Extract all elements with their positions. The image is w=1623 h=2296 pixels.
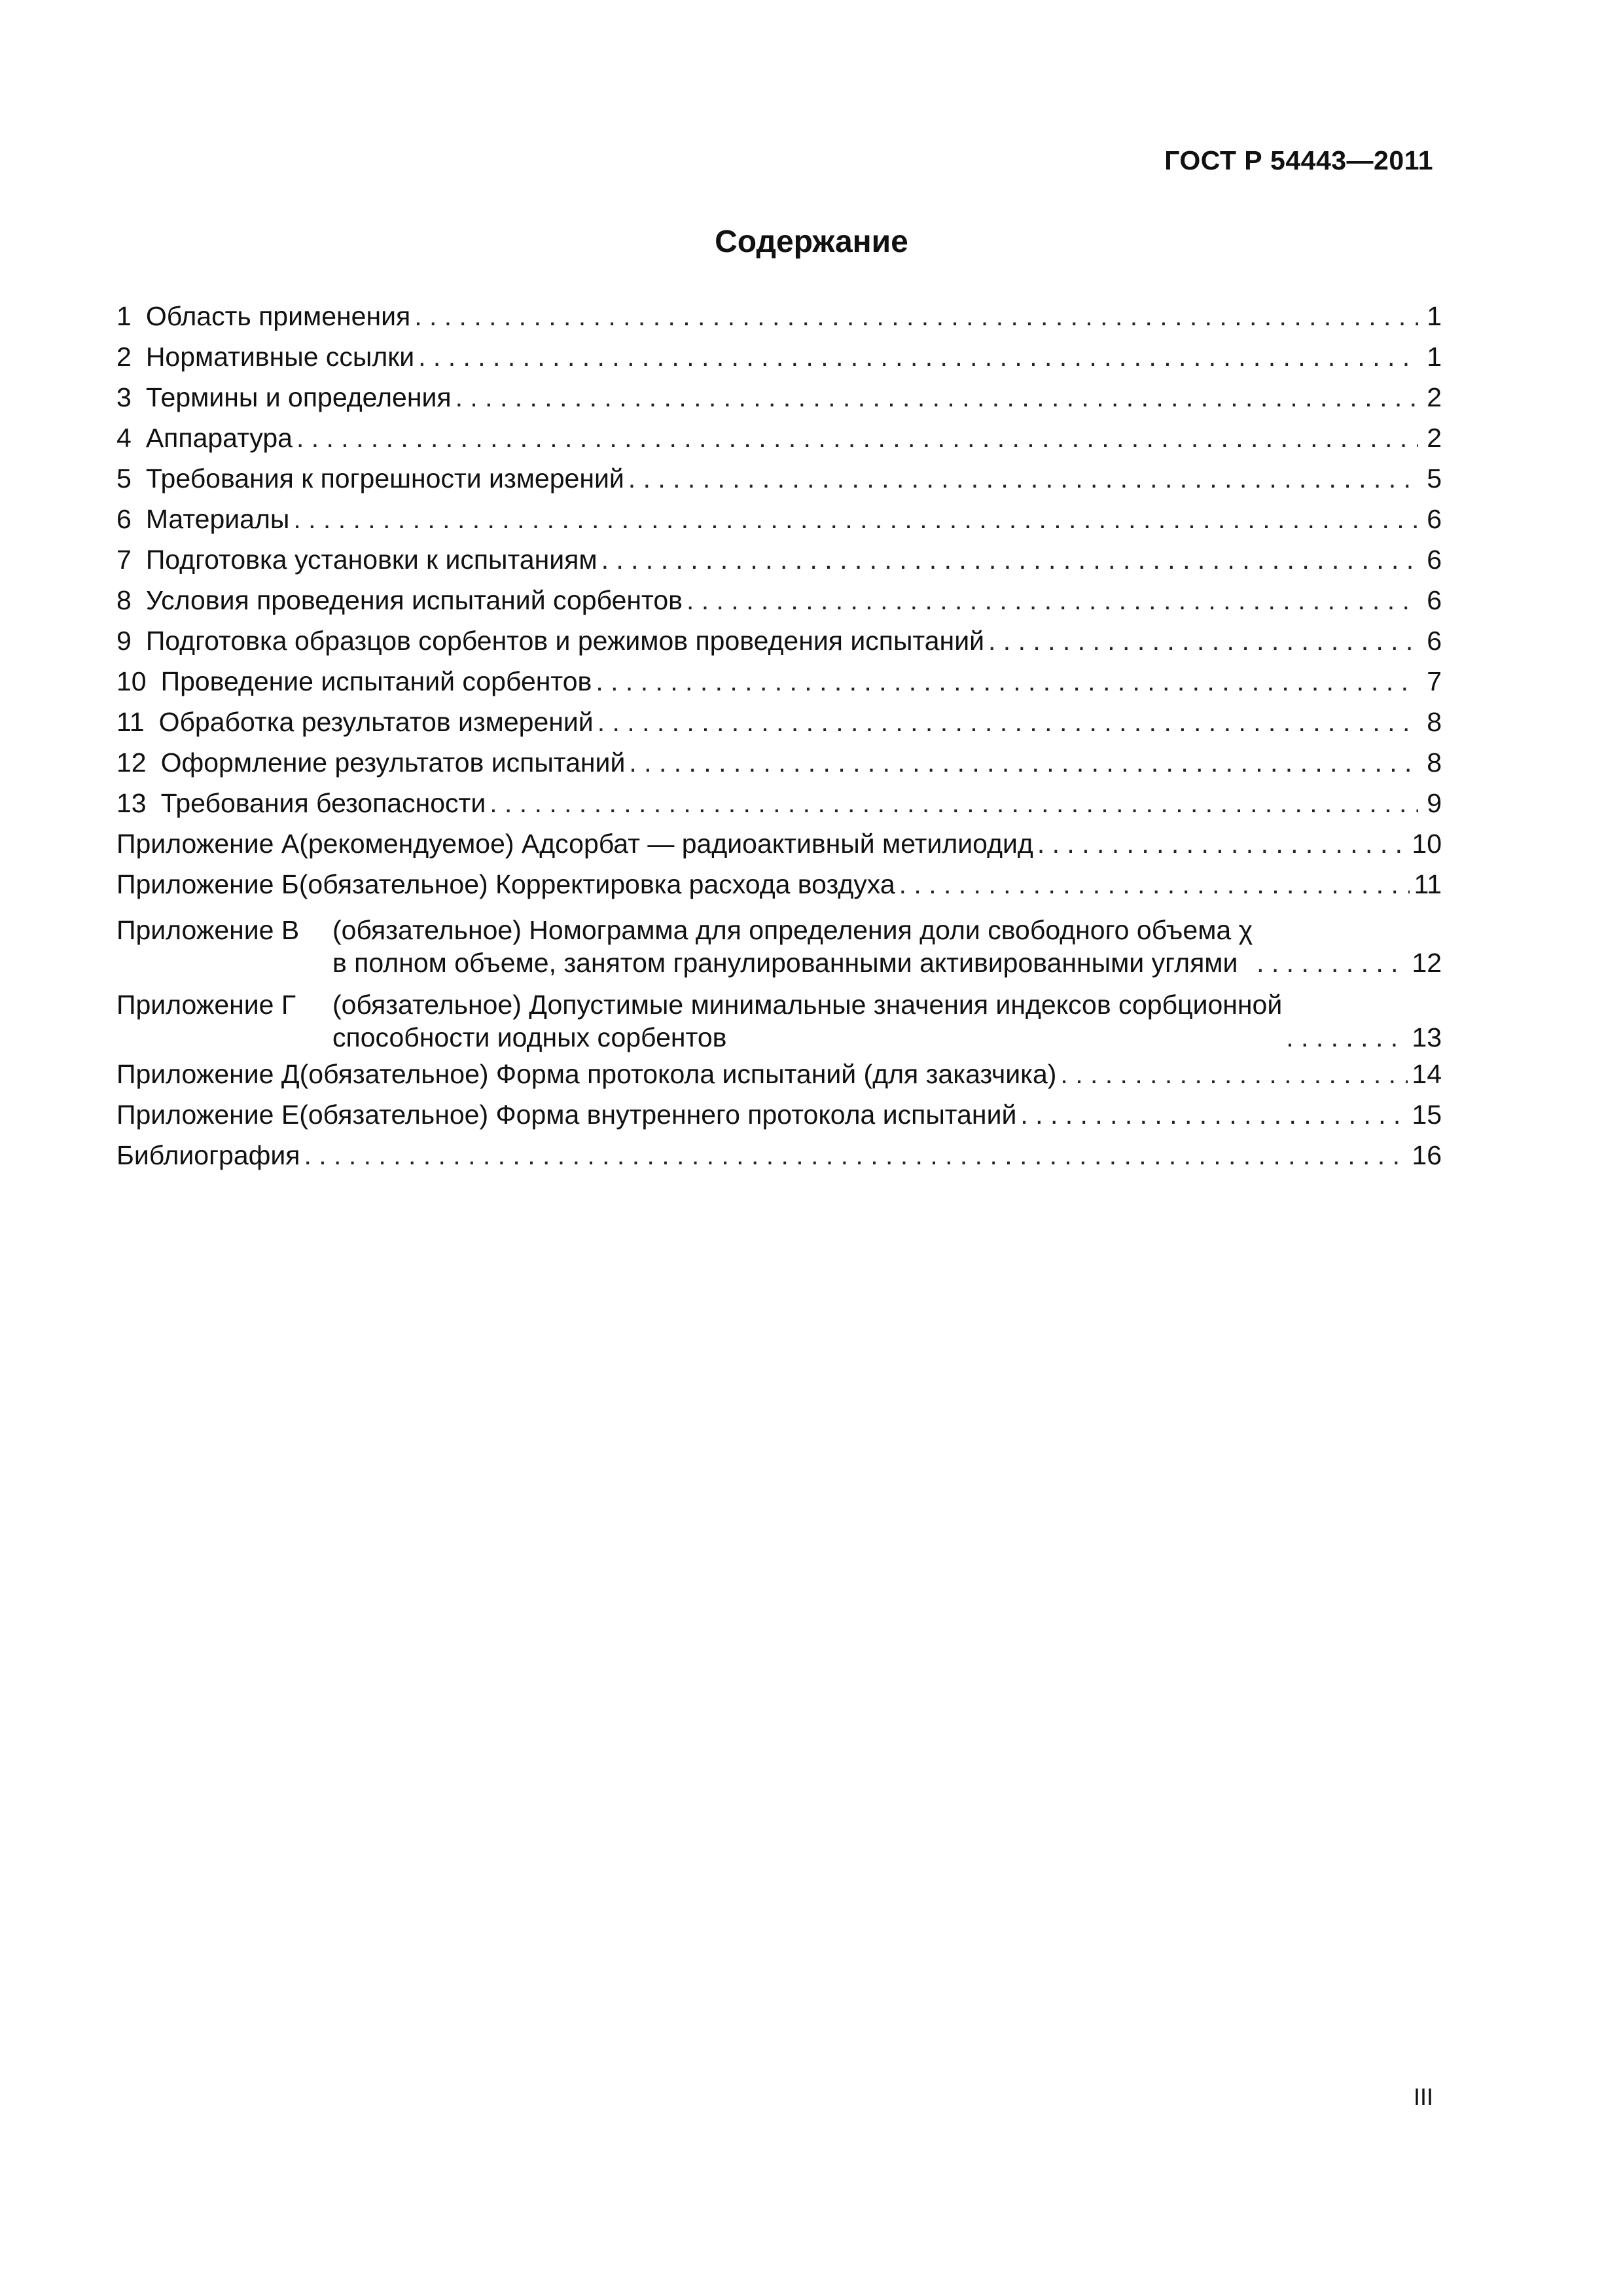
toc-entry-text: Нормативные ссылки [145,342,415,372]
appendix-page: 15 [1412,1100,1442,1130]
appendix-text-block [116,914,1253,979]
toc-appendix-d[interactable] [116,1054,1442,1094]
appendix-text: (обязательное) Номограмма для определения доли свободного объема χ [332,915,1253,945]
appendix-page: 11 [1414,869,1442,899]
dot-leader [296,418,1418,458]
toc-entry-page: 1 [1427,342,1442,372]
toc-entry-number: 1 [116,301,132,331]
toc-entry-1[interactable] [116,296,1442,336]
appendix-page: 10 [1412,829,1442,859]
toc-entry-4[interactable] [116,418,1442,458]
dot-leader [988,620,1418,661]
toc-entry-page: 1 [1427,301,1442,331]
appendix-page: 14 [1412,1059,1442,1089]
dot-leader [899,864,1410,905]
appendix-text-continuation: способности иодных сорбентов [332,1022,727,1052]
toc-entry-11[interactable] [116,702,1442,742]
toc-entry-number: 11 [116,707,145,737]
dot-leader [629,742,1418,783]
dot-leader [293,499,1418,539]
toc-entry-number: 3 [116,382,132,412]
page-number-footer: III [1413,2083,1433,2110]
toc-entry-page: 6 [1427,585,1442,615]
appendix-label: Приложение В [116,915,300,945]
toc-entry-text: Требования безопасности [160,788,486,818]
toc-entry-3[interactable] [116,377,1442,418]
toc-entry-2[interactable] [116,336,1442,377]
toc-entry-5[interactable] [116,458,1442,499]
dot-leader [490,783,1418,823]
toc-entry-text: Проведение испытаний сорбентов [160,666,592,696]
toc-entry-text: Подготовка образцов сорбентов и режимов проведения испытаний [145,626,985,656]
toc-appendix-b[interactable] [116,864,1442,905]
standard-code-header: ГОСТ Р 54443—2011 [1164,145,1433,175]
appendix-label: Приложение Б [116,869,299,899]
dot-leader [1257,946,1408,979]
appendix-label: Приложение А [116,829,300,859]
toc-entry-text: Требования к погрешности измерений [145,463,624,493]
toc-entry-text: Термины и определения [145,382,452,412]
toc-bibliography[interactable] [116,1135,1442,1175]
appendix-text: (обязательное) Допустимые минимальные значения индексов сорбционной [332,990,1283,1020]
table-of-contents [116,296,1442,1175]
appendix-label: Приложение Г [116,990,296,1020]
appendix-text: (обязательное) Форма протокола испытаний (для заказчика) [299,1059,1057,1089]
dot-leader [601,539,1418,580]
appendix-text: (рекомендуемое) Адсорбат — радиоактивный метилиодид [299,829,1033,859]
dot-leader [1020,1094,1408,1135]
appendix-label: Приложение Д [116,1059,300,1089]
appendix-page: 12 [1412,948,1442,978]
appendix-text: (обязательное) Форма внутреннего протокола испытаний [299,1100,1017,1130]
toc-appendix-v[interactable] [116,905,1442,979]
bibliography-text: Библиография [116,1140,300,1170]
toc-entry-number: 12 [116,747,147,778]
toc-entry-text: Аппаратура [145,423,293,453]
toc-entry-13[interactable] [116,783,1442,823]
toc-entry-6[interactable] [116,499,1442,539]
toc-entry-number: 10 [116,666,147,696]
toc-entry-text: Область применения [145,301,411,331]
toc-entry-12[interactable] [116,742,1442,783]
toc-appendix-e[interactable] [116,1094,1442,1135]
toc-entry-9[interactable] [116,620,1442,661]
toc-entry-number: 8 [116,585,132,615]
toc-entry-number: 5 [116,463,132,493]
toc-entry-8[interactable] [116,580,1442,620]
toc-entry-number: 6 [116,504,132,534]
toc-entry-text: Подготовка установки к испытаниям [145,545,597,575]
toc-entry-text: Оформление результатов испытаний [160,747,626,778]
toc-title: Содержание [715,224,908,259]
dot-leader [628,458,1418,499]
toc-entry-page: 2 [1427,382,1442,412]
toc-entry-text: Условия проведения испытаний сорбентов [145,585,683,615]
dot-leader [304,1135,1408,1175]
toc-entry-page: 8 [1427,747,1442,778]
toc-entry-page: 7 [1427,666,1442,696]
dot-leader [418,336,1418,377]
dot-leader [455,377,1418,418]
toc-appendix-g[interactable] [116,979,1442,1054]
toc-entry-number: 7 [116,545,132,575]
toc-entry-10[interactable] [116,661,1442,702]
toc-entry-text: Обработка результатов измерений [158,707,594,737]
toc-entry-text: Материалы [145,504,290,534]
toc-entry-number: 9 [116,626,132,656]
toc-entry-page: 5 [1427,463,1442,493]
dot-leader [597,702,1418,742]
toc-appendix-a[interactable] [116,823,1442,864]
appendix-text-block [116,988,1282,1054]
appendix-text-continuation: в полном объеме, занятом гранулированными активированными углями [332,948,1238,978]
appendix-label: Приложение Е [116,1100,300,1130]
toc-entry-page: 2 [1427,423,1442,453]
toc-entry-number: 2 [116,342,132,372]
dot-leader [687,580,1418,620]
toc-entry-page: 8 [1427,707,1442,737]
toc-entry-page: 6 [1427,504,1442,534]
appendix-text: (обязательное) Корректировка расхода воздуха [298,869,895,899]
toc-entry-page: 6 [1427,626,1442,656]
toc-entry-number: 13 [116,788,147,818]
appendix-page: 13 [1412,1022,1442,1052]
dot-leader [414,296,1418,336]
dot-leader [596,661,1418,702]
bibliography-page: 16 [1412,1140,1442,1170]
toc-entry-page: 9 [1427,788,1442,818]
dot-leader [1037,823,1408,864]
dot-leader [1060,1054,1408,1094]
toc-entry-number: 4 [116,423,132,453]
dot-leader [1286,1021,1408,1054]
toc-entry-page: 6 [1427,545,1442,575]
toc-entry-7[interactable] [116,539,1442,580]
